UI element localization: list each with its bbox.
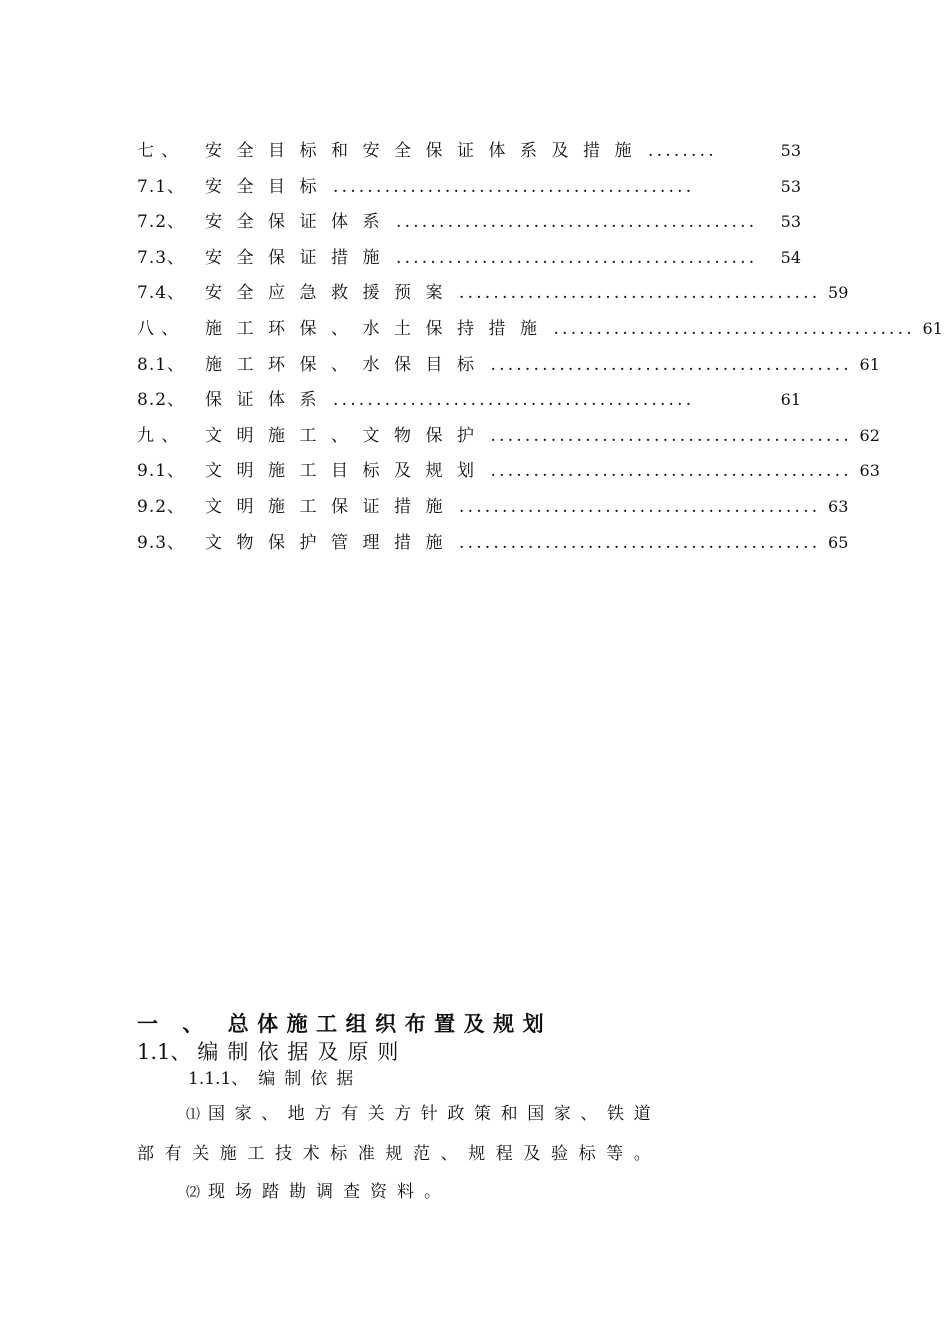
list-item-2 — [186, 1177, 451, 1202]
toc-entry-number: 7.4、 — [137, 283, 186, 304]
toc-entry-title: 文明施工保证措施 — [205, 496, 457, 517]
toc-entry-page: 53 — [780, 176, 801, 196]
toc-entry[interactable] — [137, 136, 801, 172]
toc-entry-title: 施工环保、水土保持措施 — [205, 318, 552, 339]
toc-entry-number: 7.3、 — [137, 247, 186, 268]
toc-dot-leader: .......................................... — [459, 496, 821, 517]
toc-entry-number: 9.2、 — [137, 496, 186, 517]
toc-dot-leader: .......................................... — [490, 461, 852, 482]
toc-entry[interactable] — [137, 207, 801, 243]
toc-dot-leader: .......................................... — [396, 247, 758, 268]
list-item-1-line-1 — [186, 1099, 660, 1124]
toc-entry-title: 保证体系 — [205, 390, 331, 411]
toc-entry-page: 61 — [780, 390, 801, 410]
toc-entry-page: 62 — [859, 425, 880, 445]
toc-entry[interactable] — [137, 385, 801, 421]
toc-entry-page: 53 — [780, 141, 801, 160]
subsection-title: 编制依据及原则 — [197, 1040, 408, 1064]
toc-dot-leader: .......................................... — [333, 176, 695, 197]
toc-entry-page: 65 — [828, 532, 849, 552]
toc-entry-number: 七 、 — [137, 141, 180, 161]
toc-entry-number: 7.2、 — [137, 212, 186, 233]
toc-entry-number: 9.1、 — [137, 461, 186, 482]
list-marker: ⑴ — [186, 1107, 200, 1123]
toc-entry-title: 安全保证措施 — [205, 247, 394, 268]
toc-entry-title: 文物保护管理措施 — [205, 532, 457, 553]
list-item-text: 国家、地方有关方针政策和国家、铁道 — [208, 1104, 661, 1124]
toc-dot-leader: .......................................... — [490, 425, 852, 446]
toc-dot-leader: .......................................... — [553, 318, 915, 339]
toc-entry-title: 施工环保、水保目标 — [205, 354, 489, 375]
table-of-contents — [137, 136, 943, 563]
toc-entry-title: 安全保证体系 — [205, 212, 394, 233]
toc-dot-leader: .......................................... — [459, 532, 821, 553]
toc-entry[interactable] — [137, 456, 880, 492]
toc-entry-number: 9.3、 — [137, 532, 186, 553]
toc-dot-leader: .......................................... — [459, 283, 821, 304]
toc-dot-leader: ........ — [648, 141, 717, 161]
toc-entry-page: 63 — [859, 461, 880, 481]
list-item-1-line-2: 部有关施工技术标准规范、规程及验标等。 — [137, 1144, 662, 1164]
toc-entry-page: 59 — [828, 283, 849, 303]
toc-dot-leader: .......................................... — [396, 212, 758, 233]
toc-entry-title: 安全目标和安全保证体系及措施 — [205, 141, 646, 161]
subsection-number: 1.1、 — [137, 1040, 192, 1064]
subsubsection-title: 编制依据 — [258, 1069, 363, 1089]
toc-entry-number: 8.2、 — [137, 390, 186, 411]
toc-entry[interactable] — [137, 421, 880, 457]
toc-entry[interactable] — [137, 314, 943, 350]
toc-entry-title: 文明施工、文物保护 — [205, 425, 489, 446]
toc-entry-page: 61 — [859, 354, 880, 374]
toc-entry-page: 63 — [828, 496, 849, 516]
toc-entry-title: 安全目标 — [205, 176, 331, 197]
toc-entry-page: 61 — [922, 318, 943, 338]
toc-entry-page: 53 — [780, 212, 801, 232]
toc-entry-title: 安全应急救援预案 — [205, 283, 457, 304]
toc-entry-title: 文明施工目标及规划 — [205, 461, 489, 482]
toc-entry-number: 8.1、 — [137, 354, 186, 375]
toc-entry[interactable] — [137, 172, 801, 208]
subsection-heading — [137, 1036, 407, 1066]
list-item-text: 现场踏勘调查资料。 — [208, 1182, 451, 1202]
toc-entry[interactable] — [137, 350, 880, 386]
subsubsection-heading — [188, 1064, 362, 1089]
toc-entry-number: 7.1、 — [137, 176, 186, 197]
section-heading: 一 、 总体施工组织布置及规划 — [137, 1011, 553, 1036]
toc-entry[interactable] — [137, 528, 849, 564]
toc-dot-leader: .......................................... — [490, 354, 852, 375]
toc-dot-leader: .......................................... — [333, 390, 695, 411]
subsubsection-number: 1.1.1、 — [188, 1069, 249, 1089]
list-marker: ⑵ — [186, 1185, 200, 1201]
toc-entry[interactable] — [137, 243, 801, 279]
toc-entry[interactable] — [137, 278, 849, 314]
toc-entry[interactable] — [137, 492, 849, 528]
toc-entry-number: 九 、 — [137, 425, 180, 446]
toc-entry-page: 54 — [780, 247, 801, 267]
toc-entry-number: 八 、 — [137, 318, 180, 339]
